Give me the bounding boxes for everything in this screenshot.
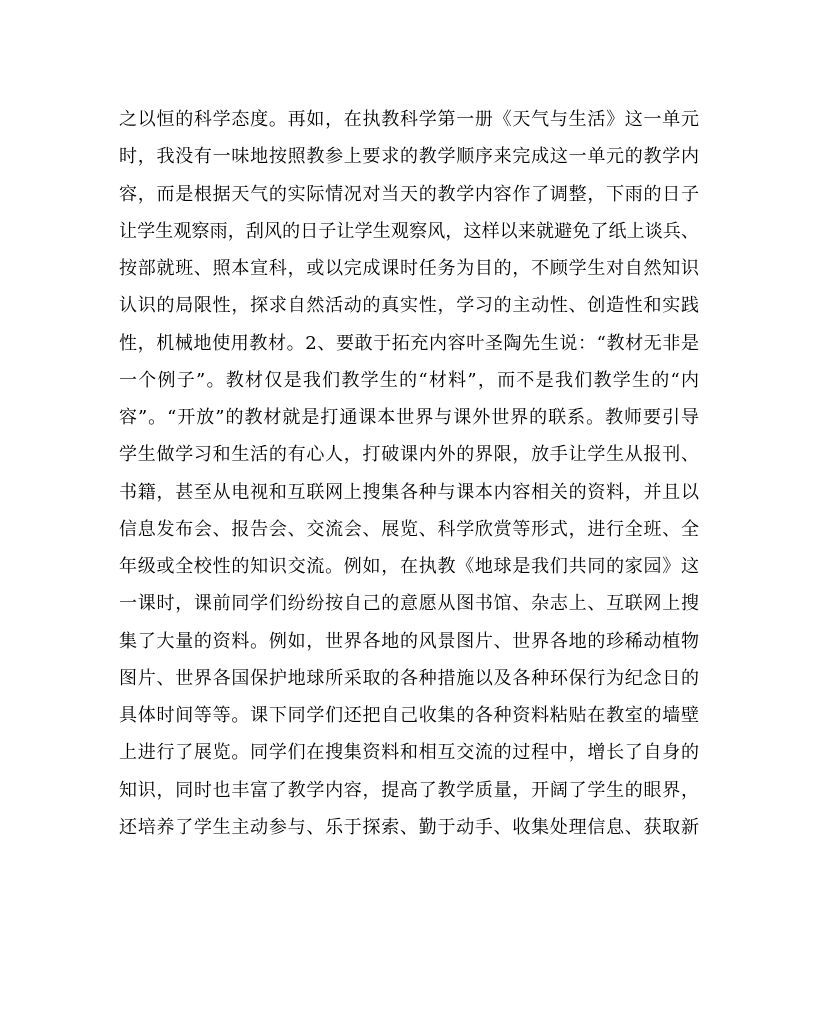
text-line: 还培养了学生主动参与、乐于探索、勤于动手、收集处理信息、获取新 [119,816,699,838]
text-line: 之以恒的科学态度。再如，在执教科学第一册《天气与生活》这一单元 [119,109,699,130]
text-line: 集了大量的资料。例如，世界各地的风景图片、世界各地的珍稀动植物 [119,630,699,652]
text-line: 信息发布会、报告会、交流会、展览、科学欣赏等形式，进行全班、全 [119,518,699,540]
text-line: 按部就班、照本宣科，或以完成课时任务为目的，不顾学生对自然知识 [119,258,699,279]
text-line: 认识的局限性，探求自然活动的真实性，学习的主动性、创造性和实践 [119,295,699,317]
text-line: 一课时，课前同学们纷纷按自己的意愿从图书馆、杂志上、互联网上搜 [119,593,699,615]
text-line: 具体时间等等。课下同学们还把自己收集的各种资料粘贴在教室的墙壁 [119,705,699,726]
text-line: 书籍，甚至从电视和互联网上搜集各种与课本内容相关的资料，并且以 [119,481,699,503]
body-text [119,101,699,846]
text-line: 年级或全校性的知识交流。例如，在执教《地球是我们共同的家园》这 [119,556,699,577]
text-line: 容，而是根据天气的实际情况对当天的教学内容作了调整，下雨的日子 [119,183,699,205]
text-line: 让学生观察雨，刮风的日子让学生观察风，这样以来就避免了纸上谈兵、 [119,220,699,242]
text-line: 时，我没有一味地按照教参上要求的教学顺序来完成这一单元的教学内 [119,146,699,168]
text-line: 学生做学习和生活的有心人，打破课内外的界限，放手让学生从报刊、 [119,444,699,466]
text-line: 性，机械地使用教材。2、要敢于拓充内容叶圣陶先生说：“教材无非是 [119,332,699,354]
text-line: 知识，同时也丰富了教学内容，提高了教学质量，开阔了学生的眼界， [119,779,699,801]
text-line: 容”。“开放”的教材就是打通课本世界与课外世界的联系。教师要引导 [119,407,699,428]
text-line: 一个例子”。教材仅是我们教学生的“材料”，而不是我们教学生的“内 [119,369,699,391]
text-line: 图片、世界各国保护地球所采取的各种措施以及各种环保行为纪念日的 [119,667,699,689]
text-line: 上进行了展览。同学们在搜集资料和相互交流的过程中，增长了自身的 [119,742,699,764]
